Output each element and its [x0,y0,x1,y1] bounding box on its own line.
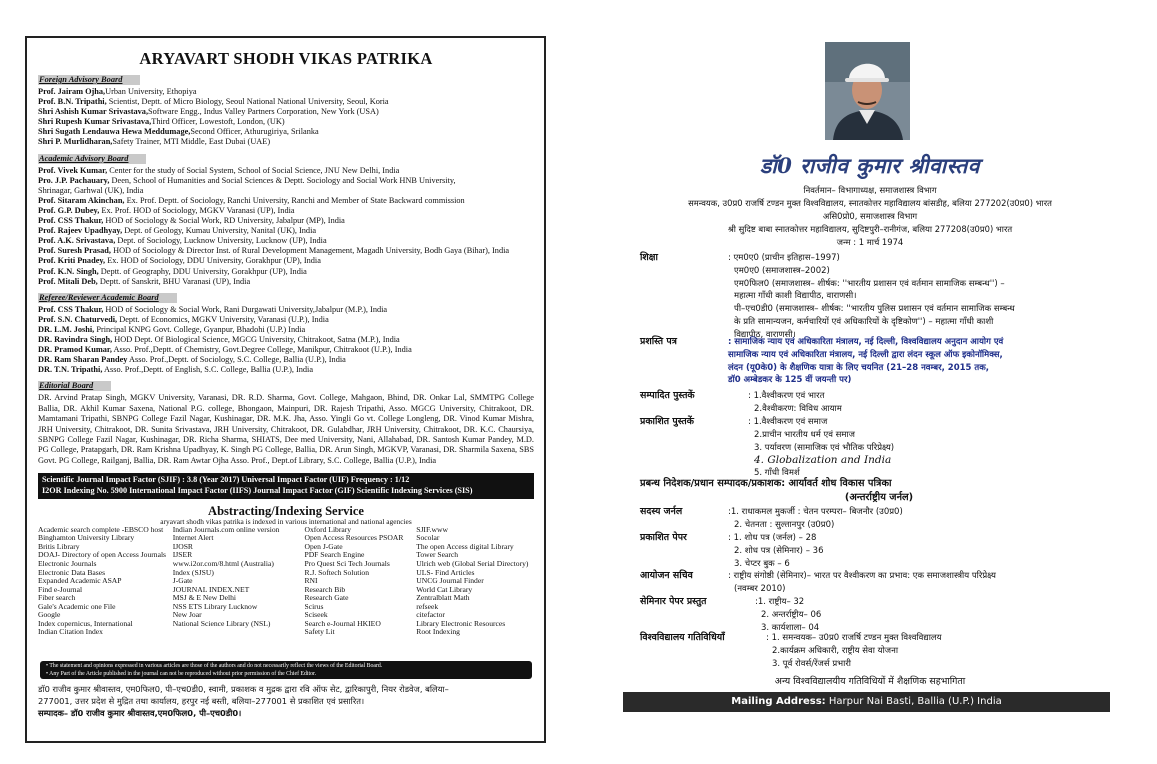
member-name: Prof. Kriti Pnadey, [38,256,106,266]
seminar-label: सेमिनार पेपर प्रस्तुत [640,596,707,607]
member-affiliation: HOD of Sociology & Social Work, Rani Durgawati University,Jabalpur (M.P.), India [103,304,388,314]
published-books-label: प्रकाशित पुस्तकें [640,416,694,427]
award-label: प्रशस्ति पत्र [640,336,677,347]
list-line: : राष्ट्रीय संगोष्ठी (सेमिनार)– भारत पर वैश्वीकरण का प्रभाव: एक समाजशास्त्रीय परिप्रेक्ष्य [728,571,996,581]
member-affiliation: Ex. HOD of Sociology, DDU University, Gorakhpur (UP), India [105,256,321,266]
member-affiliation: Deptt. of Sanskrit, BHU Varanasi (UP), India [97,276,251,286]
member-affiliation: Software Engg., Indus Valley Partners Corporation, New York (USA) [148,107,379,117]
list-line: 2. शोध पत्र (सेमिनार) – 36 [734,545,824,556]
publisher-footer [38,683,534,719]
indexing-item: IJSER [172,550,193,560]
board-member [38,236,534,246]
member-name: Prof. Rajeev Upadhyay, [38,226,123,236]
indexing-item: Internet Alert [172,533,214,543]
board-member [38,127,534,137]
member-affiliation: Deptt. of Economics, MGKV University, Varanasi (U.P.), India [117,314,329,324]
member-affiliation: Shrinagar, Garhwal (UK), India [38,185,144,195]
indexing-item: Open Access Resources PSOAR [304,533,404,543]
indexing-item: Expanded Academic ASAP [38,576,122,586]
member-affiliation: Urban University, Ethopiya [105,87,197,96]
indexing-item: Indian Citation Index [38,627,103,637]
header-line: श्री सुदिष्ट बाबा स्नातकोत्तर महाविद्यालय, सुदिष्टपुरी–रानीगंज, बलिया 277208(उ0प्र0) भारत [727,224,1013,234]
indexing-item: IJOSR [172,541,193,551]
indexing-item: Index copernicus, International [38,618,133,628]
papers-label: प्रकाशित पेपर [640,532,687,543]
footer-line: सम्पादक– डॉ0 राजीव कुमार श्रीवास्तव,एम0फिल0, पी–एच0डी0। [38,707,242,718]
list-line: सामाजिक न्याय एवं अधिकारिता मंत्रालय, नई दिल्ली द्वारा लंदन स्कूल ऑफ इकोनॉमिक्स, [728,349,1003,360]
indexing-item: New Joar [172,610,202,620]
member-affiliation: Asso. Prof.,Deptt. of Chemistry, Govt.Degree College, Manikpur, Chitrakoot (U.P.), India [111,345,412,355]
mailing-label: Mailing Address: [731,696,826,707]
list-line: 4. Globalization and India [754,454,892,467]
board-member [38,137,534,147]
indexing-col [173,526,305,637]
board-member [38,107,534,117]
list-line: : 1.वैश्वीकरण एवं समाज [748,417,828,427]
list-line: 2. चेतनता : सुल्तानपुर (उ0प्र0) [734,519,835,530]
member-journal-list [728,506,903,532]
list-line: : सामाजिक न्याय एवं अधिकारिता मंत्रालय, नई दिल्ली, विश्वविद्यालय अनुदान आयोग एवं [728,337,1004,347]
journal-panel [25,36,546,743]
board-member [38,97,534,107]
board-member [38,355,534,365]
member-name: Shri P. Murlidharan, [38,137,113,147]
member-name: Prof. Suresh Prasad, [38,246,111,256]
indexing-item: R.J. Softech Solution [304,567,370,577]
list-line: 2.वैश्वीकरण: विविध आयाम [754,403,842,414]
board-member [38,176,534,186]
list-line: 2. अन्तर्राष्ट्रीय– 06 [761,609,822,620]
indexing-item: www.i2or.com/8.html (Australia) [172,558,274,568]
member-name: Prof. CSS Thakur, [38,304,104,314]
member-name: Prof. Mitali Deb, [38,276,98,286]
edited-books-label: सम्पादित पुस्तकें [640,390,695,401]
indexing-item: Academic search complete -EBSCO host [38,524,164,534]
member-affiliation: Scientist, Deptt. of Micro Biology, Seoul National National University, Seoul, Koria [106,97,389,107]
list-line: 3. पूर्व रोवर्स/रेंजर्स प्रभारी [772,658,852,669]
other-activities: अन्य विश्वविद्यालयीय गतिविधियों में शैक्षणिक सहभागिता [774,676,966,687]
indexing-item: Google [38,610,61,620]
member-affiliation: HOD Dept. Of Biological Science, MGCG University, Chitrakoot, Satna (M.P.), India [112,334,400,344]
academic-board-heading: Academic Advisory Board [38,154,146,164]
board-member [38,87,534,97]
indexing-item: Index (SJSU) [172,567,214,577]
indexing-item: Tower Search [416,550,459,560]
board-member [38,226,534,236]
board-member [38,206,534,216]
list-line: डॉ0 अम्बेडकर के 125 वीं जयन्ती पर) [728,375,852,386]
director-line: प्रबन्ध निदेशक/प्रधान सम्पादक/प्रकाशक: आर्यावर्त शोध विकास पत्रिका [640,478,892,489]
member-affiliation: Dept. of Geology, Kumau University, Nanital (UK), India [122,226,317,236]
referee-board-heading: Referee/Reviewer Academic Board [38,293,177,303]
list-line: :1. राधाकमल मुकर्जी : चेतन परम्परा– बिजनौर (उ0प्र0) [728,507,903,517]
education-label: शिक्षा [640,252,658,263]
board-member [38,267,534,277]
disclaimer-line: • Any Part of the Article published in the journal can not be reproduced without prior permission of the Chief Editor. [46,670,317,677]
indexing-item: SJIF.www [416,524,448,534]
profile-name: डॉ0 राजीव कुमार श्रीवास्तव [760,153,980,178]
member-affiliation: HOD of Sociology & Social Work, RD University, Jabalpur (MP), India [103,216,345,226]
member-name: DR. Pramod Kumar, [38,345,112,355]
indexing-item: RNI [304,576,318,586]
board-member [38,315,534,325]
impact-factor-bar [38,473,534,499]
foreign-board-heading: Foreign Advisory Board [38,75,140,85]
list-line: एम0ए0 (समाजशास्त्र–2002) [734,265,830,276]
profile-panel [620,36,1120,748]
indexing-item: Ulrich web (Global Serial Directory) [416,558,529,568]
member-name: Shri Sugath Lendauwa Hewa Meddumage, [38,127,191,137]
disclaimer-line: • The statement and opinions expressed in various articles are those of the authors and do not necessarily reflect the views of the Editorial Board. [46,662,383,669]
member-name: Shri Ashish Kumar Srivastava, [38,107,149,117]
member-name: DR. L.M. Joshi, [38,324,95,334]
indexing-item: Zentralblatt Math [416,593,470,603]
indexing-item: Research Gate [304,593,349,603]
indexing-item: Sciseek [304,610,328,620]
indexing-item: Research Bib [304,584,346,594]
member-affiliation: Ex. Prof. Deptt. of Sociology, Ranchi University, Ranchi and Member of State Backward commission [124,195,465,205]
indexing-item: Open J-Gate [304,541,343,551]
member-name: DR. T.N. Tripathi, [38,365,103,375]
list-line: एम0फिल0 (समाजशास्त्र– शीर्षक: ''भारतीय प्रशासन एवं वर्तमान सामाजिक सम्बन्ध'') – [734,278,1005,289]
member-affiliation: Safety Trainer, MTI Middle, East Dubai (UAE) [112,137,271,147]
member-name: Prof. Vivek Kumar, [38,165,108,175]
member-name: Prof. A.K. Srivastava, [38,236,116,246]
editorial-board-heading: Editorial Board [38,381,111,391]
list-line: :1. राष्ट्रीय– 32 [755,597,805,607]
indexing-item: UNCG Journal Finder [416,576,484,586]
header-line: निवर्तमान– विभागाध्यक्ष, समाजशास्त्र विभाग [803,185,937,195]
academic-board-list [38,166,534,287]
indexing-col [304,526,416,637]
journal-title: ARYAVART SHODH VIKAS PATRIKA [139,49,433,68]
board-member [38,216,534,226]
board-member [38,277,534,287]
referee-board-list [38,305,534,376]
indexing-item: Search e-Journal HKIEO [304,618,381,628]
list-line: के प्रति सामान्यजन, कर्मचारियों एवं अधिकारियों के दृष्टिकोण'') – महात्मा गाँधी काशी [734,316,994,327]
indexing-item: refseek [416,601,439,611]
member-affiliation: Asso. Prof.,Deptt. of Sociology, S.C. College, Ballia (U.P.), India [127,355,346,365]
member-affiliation: Third Officer, Lowestoft, London, (UK) [151,117,285,127]
member-affiliation: Asso. Prof.,Deptt. of English, S.C. College, Ballia (U.P.), India [102,365,314,375]
indexing-item: Indian Journals.com online version [172,524,280,534]
indexing-col [38,526,173,637]
abstracting-subtitle: aryavart shodh vikas patrika is indexed in various international and national agencies [160,516,412,526]
member-name: Shri Rupesh Kumar Srivastava, [38,117,152,127]
list-line: (नवम्बर 2010) [734,583,786,594]
member-affiliation: HOD of Sociology & Director Inst. of Rural Development Management, Magadh University, Bodh Gaya (Bihar), India [111,246,510,256]
list-line: 3. कार्यशाला– 04 [761,622,820,633]
member-name: Prof. B.N. Tripathi, [38,97,107,107]
editorial-board-text: DR. Arvind Pratap Singh, MGKV University, Varanasi, DR. R.D. Sharma, Govt. College, Mahgaon, Bhind, DR. Onkar Lal, SMMTPG College Ballia, DR. Akhil Kumar Saxena, National P.G. college, Bhongaon, Mainpuri, DR. Rajesh Tripathi, Asso. MGCG University, Chitrakoot, DR. Mamtamani Tripathi, SBNPG College Fazil Nagar, Kushinagar, DR. M.K. Jha, Asso. Yingli Go vt. College Longleng, DR. Vinod Kumar Mishra, JRH University, Chitrakoot, DR. Sunita Srivastava, JRH University, Chitrakoot, DR. Gulabdhar, JRH University, Chitrakoot, DR. K.C. Chaursiya, SBNPG College Fazil Nagar, Kushinagar, DR. Richa Sharma, SHIATS, Dee med University, Nani, Allahabad, DR. Santosh Kumar Pandey, M.D. PG College, Pratapgarh, DR. Ram Krishna Upadhyay, K. Singh PG College, Ballia, DR. Arun Singh, MGKVP, Varanasi, DR. Sharmila Saxena, SBS Govt. PG College, Railganj, Ballia, DR. Ram Awtar Ojha Asso. Prof., Dept.of Library, S.C. College, Ballia (U.P.), India [38,393,534,465]
director-sub [640,492,1118,505]
convener-list [728,570,996,596]
award-list [728,336,1003,387]
member-name: DR. Ram Sharan Pandey [38,355,128,365]
university-label: विश्वविद्यालय गतिविधियाँ [640,632,725,643]
list-line: 3. पर्यावरण (सामाजिक एवं भौतिक परिप्रेक्ष्य) [754,442,895,453]
indexing-item: Library Electronic Resources [416,618,506,628]
member-affiliation: Ex. Prof. HOD of Sociology, MGKV Varanasi (UP), India [99,205,295,215]
seminar-list [755,596,821,634]
indexing-item: PDF Search Engine [304,550,365,560]
indexing-item: MSJ & E New Delhi [172,593,237,603]
disclaimer-bar [40,661,532,679]
footer-line: 277001, उत्तर प्रदेश से मुद्रित तथा कार्यालय, हरपुर नई बस्ती, बलिया–277001 से प्रकाशित एवं प्रसारित। [38,695,365,706]
header-line: समन्वयक, उ0प्र0 राजर्षि टण्डन मुक्त विश्वविद्यालय, स्नातकोत्तर महाविद्यालय बांसडीह, बलिया 277202(उ0प्र0) भारत [688,198,1052,208]
abstracting-title: Abstracting/Indexing Service [208,503,364,518]
indexing-item: Electronic Journals [38,558,97,568]
board-member [38,345,534,355]
member-journal-label: सदस्य जर्नल [640,506,683,517]
member-affiliation: Second Officer, Athurugiriya, Srilanka [190,127,319,137]
indexing-item: Scirus [304,601,324,611]
board-member [38,196,534,206]
education-list [728,252,1015,342]
indexing-item: citefactor [416,610,445,620]
indexing-item: World Cat Library [416,584,473,594]
indexing-item: Gale's Academic one File [38,601,116,611]
list-line: 3. चेप्टर बुक – 6 [734,558,790,569]
indexing-item: JOURNAL INDEX.NET [172,584,250,594]
member-name: Prof. Jairam Ojha, [38,87,106,96]
list-line: : 1. समन्वयक– उ0प्र0 राजर्षि टण्डन मुक्त विश्वविद्यालय [766,633,942,643]
papers-list [728,532,823,570]
member-name: Pro. J.P. Pachauary, [38,175,110,185]
indexing-item: Electronic Data Bases [38,567,106,577]
edited-books-list [748,390,842,416]
indexing-item: ULS- Find Articles [416,567,475,577]
indexing-item: DOAJ- Directory of open Access Journals [38,550,167,560]
list-line: लंदन (यू0के0) के शैक्षणिक यात्रा के लिए चयनित (21–28 नवम्बर, 2015 तक, [728,362,990,373]
member-name: Prof. G.P. Dubey, [38,205,100,215]
board-member [38,246,534,256]
list-line: 2.प्राचीन भारतीय धर्म एवं समाज [754,429,855,440]
board-member [38,186,534,196]
list-line: 5. गाँधी विमर्श [754,468,800,479]
indexing-item: The open Access digital Library [416,541,514,551]
indexing-col [416,526,534,637]
indexing-item: Binghamton University Library [38,533,135,543]
indexing-item: J-Gate [172,576,193,586]
convener-label: आयोजन सचिव [640,570,693,581]
member-affiliation: Deptt. of Geography, DDU University, Gorakhpur (UP), India [98,266,307,276]
university-list [766,632,942,670]
foreign-board-list [38,87,534,148]
member-affiliation: Principal KNPG Govt. College, Gyanpur, Bhadohi (U.P.) India [94,324,306,334]
member-affiliation: Center for the study of Social System, School of Social Science, JNU New Delhi, India [107,165,400,175]
member-name: DR. Ravindra Singh, [38,334,113,344]
impact-line: I2OR Indexing No. 5900 International Impact Factor (IIFS) Journal Impact Factor (GIF) Scientific Indexing Services (SIS) [42,485,473,495]
indexing-item: NSS ETS Library Lucknow [172,601,258,611]
member-name: Prof. S.N. Chaturvedi, [38,314,118,324]
profile-photo [825,42,910,140]
indexing-item: National Science Library (NSL) [172,618,271,628]
member-name: Prof. Sitaram Akinchan, [38,195,125,205]
international-journal: (अन्तर्राष्ट्रीय जर्नल) [844,492,914,503]
member-name: Prof. K.N. Singh, [38,266,99,276]
footer-line: डॉ0 राजीव कुमार श्रीवास्तव, एम0फिल0, पी–एच0डी0, स्वामी, प्रकाशक व मुद्रक द्वारा रवि ऑफ सेट, द्वारिकापुरी, नियर रोडवेज, बलिया– [38,683,449,694]
indexing-item: Find e-Journal [38,584,83,594]
board-member [38,325,534,335]
board-member [38,117,534,127]
indexing-item: Safety Lit [304,627,335,637]
indexing-item: Fiber search [38,593,76,603]
indexing-item: Root Indexing [416,627,460,637]
mailing-address-bar [623,692,1110,712]
indexing-item: Britis Library [38,541,80,551]
member-name: Prof. CSS Thakur, [38,216,104,226]
indexing-item: Socolar [416,533,440,543]
impact-line: Scientific Journal Impact Factor (SJIF) : 3.8 (Year 2017) Universal Impact Factor (UIF) Frequency : 1/12 [42,475,410,485]
published-books-list [748,416,894,480]
list-line: : 1.वैश्वीकरण एवं भारत [748,391,825,401]
list-line: पी–एच0डी0 (समाजशास्त्र– शीर्षक: ''भारतीय पुलिस प्रशासन एवं वर्तमान सामाजिक सम्बन्ध [734,304,1015,315]
member-affiliation: Dept. of Sociology, Lucknow University, Lucknow (UP), India [115,236,327,246]
indexing-columns [38,526,534,637]
list-line: : 1. शोध पत्र (जर्नल) – 28 [728,533,817,543]
mailing-value: Harpur Nai Basti, Ballia (U.P.) India [825,696,1002,707]
indexing-item: Pro Quest Sci Tech Journals [304,558,390,568]
list-line: विद्यापीठ, वाराणसी। [734,329,796,340]
list-line: 2.कार्यक्रम अधिकारी, राष्ट्रीय सेवा योजना [772,645,899,656]
list-line: : एम0ए0 (प्राचीन इतिहास–1997) [728,253,840,263]
board-member [38,256,534,266]
list-line: महात्मा गाँधी काशी विद्यापीठ, वाराणसी। [734,291,857,302]
board-member [38,305,534,315]
board-member [38,335,534,345]
indexing-item: Oxford Library [304,524,352,534]
board-member [38,365,534,375]
member-affiliation: Deen, School of Humanities and Social Sciences & Deptt. Sociology and Social Work HNB University, [109,175,456,185]
header-line: असि0प्रो0, समाजशास्त्र विभाग [822,211,918,221]
board-member [38,166,534,176]
header-line: जन्म : 1 मार्च 1974 [836,237,904,247]
